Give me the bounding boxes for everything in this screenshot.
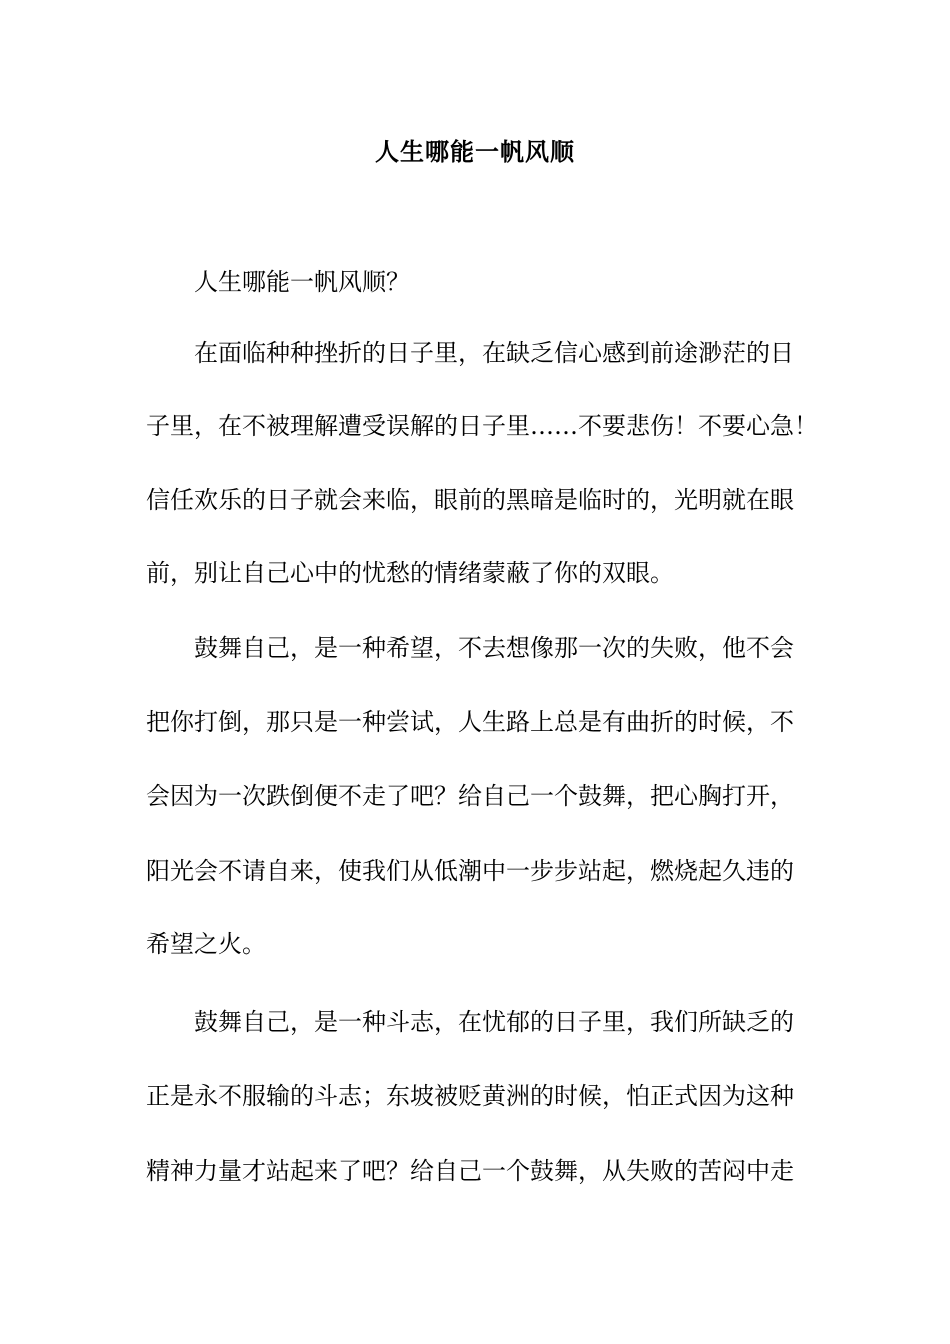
paragraph-line: 会因为一次跌倒便不走了吧？给自己一个鼓舞，把心胸打开， (146, 782, 794, 810)
paragraph-line: 阳光会不请自来，使我们从低潮中一步步站起，燃烧起久违的 (146, 857, 794, 885)
paragraph-line: 在面临种种挫折的日子里，在缺乏信心感到前途渺茫的日 (194, 339, 794, 367)
paragraph-line: 把你打倒，那只是一种尝试，人生路上总是有曲折的时候，不 (146, 708, 794, 736)
paragraph-line: 前，别让自己心中的忧愁的情绪蒙蔽了你的双眼。 (146, 559, 674, 587)
paragraph-line: 希望之火。 (146, 930, 266, 958)
paragraph-line: 正是永不服输的斗志；东坡被贬黄洲的时候，怕正式因为这种 (146, 1082, 794, 1110)
paragraph-line: 信任欢乐的日子就会来临，眼前的黑暗是临时的，光明就在眼 (146, 486, 794, 514)
paragraph-line: 鼓舞自己，是一种希望，不去想像那一次的失败，他不会 (194, 634, 794, 662)
paragraph-line: 鼓舞自己，是一种斗志，在忧郁的日子里，我们所缺乏的 (194, 1008, 794, 1036)
document-title: 人生哪能一帆风顺 (375, 137, 575, 166)
paragraph-line: 精神力量才站起来了吧？给自己一个鼓舞，从失败的苦闷中走 (146, 1157, 794, 1185)
paragraph-line: 子里，在不被理解遭受误解的日子里……不要悲伤！不要心急！ (146, 412, 818, 440)
paragraph-line: 人生哪能一帆风顺？ (194, 268, 410, 296)
